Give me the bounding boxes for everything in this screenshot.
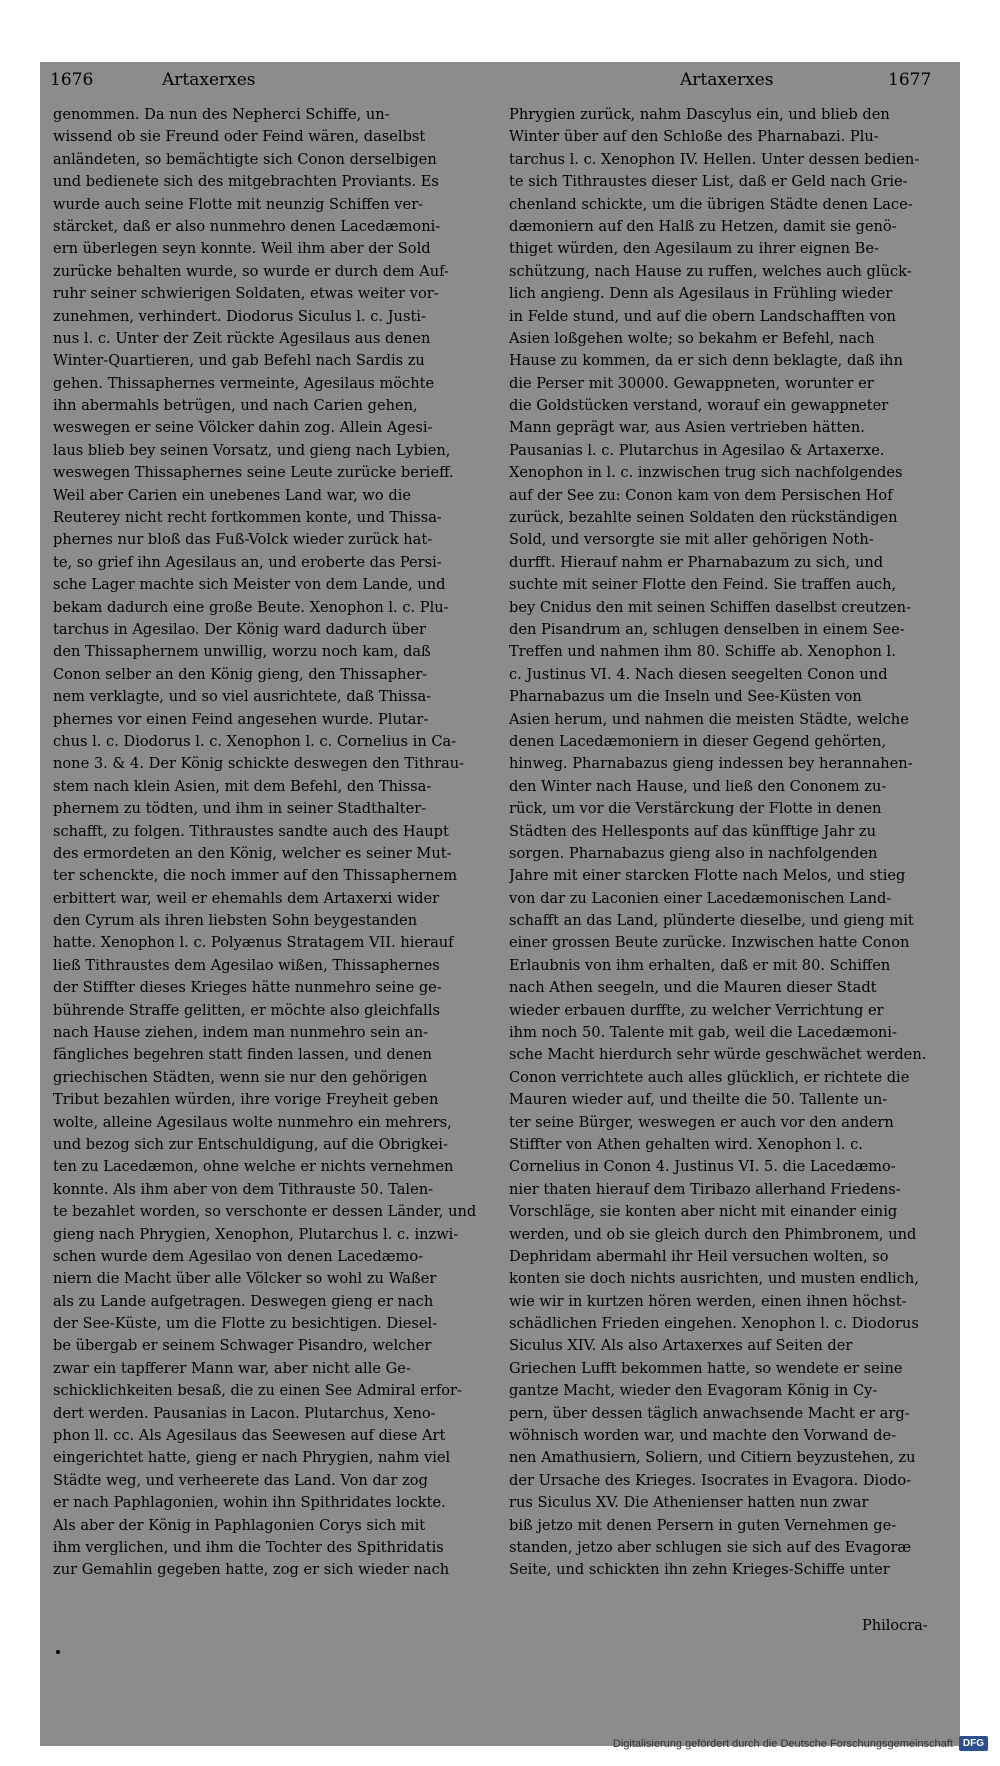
left-column-line: chus l. c. Diodorus l. c. Xenophon l. c. Cornelius in Ca- xyxy=(53,732,457,750)
left-column-line: bekam dadurch eine große Beute. Xenophon l. c. Plu- xyxy=(53,598,449,616)
right-column-line: Phrygien zurück, nahm Dascylus ein, und blieb den xyxy=(509,106,890,123)
left-column-line: ern überlegen seyn konnte. Weil ihm aber der Sold xyxy=(53,240,431,258)
right-column-line: in Felde stund, und auf die obern Landschafften von xyxy=(509,307,896,325)
left-page-number: 1676 xyxy=(50,70,94,90)
right-column-line: suchte mit seiner Flotte den Feind. Sie traffen auch, xyxy=(509,576,897,594)
left-column-line: te bezahlet worden, so verschonte er dessen Länder, und xyxy=(53,1203,477,1221)
right-column-line: ihm noch 50. Talente mit gab, weil die Lacedæmoni- xyxy=(509,1024,897,1042)
left-column-line: gieng nach Phrygien, Xenophon, Plutarchus l. c. inzwi- xyxy=(53,1225,459,1243)
right-column-line: sorgen. Pharnabazus gieng also in nachfolgenden xyxy=(509,844,878,862)
right-column-line: Asien herum, und nahmen die meisten Städte, welche xyxy=(509,710,909,728)
right-column-line: wieder erbauen durffte, zu welcher Verrichtung er xyxy=(509,1001,884,1019)
left-column-line: te, so grief ihn Agesilaus an, und eroberte das Persi- xyxy=(53,553,442,571)
left-column-line: Reuterey nicht recht fortkommen konte, und Thissa- xyxy=(53,509,442,527)
right-column-line: standen, jetzo aber schlugen sie sich auf des Evagoræ xyxy=(509,1539,912,1556)
left-column-line: schicklichkeiten besaß, die zu einen See Admiral erfor- xyxy=(53,1382,462,1400)
left-column-line: wolte, alleine Agesilaus wolte nunmehro ein mehrers, xyxy=(53,1113,452,1131)
footer xyxy=(613,1736,988,1751)
dfg-logo-icon: DFG xyxy=(959,1736,988,1751)
left-column-line: Städte weg, und verheerete das Land. Von dar zog xyxy=(53,1471,428,1489)
right-page-number: 1677 xyxy=(888,70,932,90)
right-column-line: durfft. Hierauf nahm er Pharnabazum zu sich, und xyxy=(509,553,884,571)
left-column-line: none 3. & 4. Der König schickte deswegen den Tithrau- xyxy=(53,755,465,773)
right-column-line: rück, um vor die Verstärckung der Flotte in denen xyxy=(509,800,882,818)
left-column-line: nach Hause ziehen, indem man nunmehro sein an- xyxy=(53,1024,429,1042)
right-column-line: schafft an das Land, plünderte dieselbe, und gieng mit xyxy=(509,912,914,930)
left-column-line: ruhr seiner schwierigen Soldaten, etwas weiter vor- xyxy=(53,285,439,303)
right-column-line: Cornelius in Conon 4. Justinus VI. 5. die Lacedæmo- xyxy=(509,1158,896,1176)
left-column-line: griechischen Städten, wenn sie nur den gehörigen xyxy=(53,1068,428,1086)
left-running-title: Artaxerxes xyxy=(162,70,256,90)
left-column-line: phernes nur bloß das Fuß-Volck wieder zurück hat- xyxy=(53,531,433,549)
right-column-line: zurück, bezahlte seinen Soldaten den rückständigen xyxy=(509,509,898,527)
right-column-line: von dar zu Laconien einer Lacedæmonischen Land- xyxy=(509,889,892,907)
right-column-line: rus Siculus XV. Die Athenienser hatten nun zwar xyxy=(509,1494,869,1512)
right-column-line: konten sie doch nichts ausrichten, und musten endlich, xyxy=(509,1270,919,1288)
right-column-line: tarchus l. c. Xenophon IV. Hellen. Unter dessen bedien- xyxy=(509,150,920,168)
left-column-line: tarchus in Agesilao. Der König ward dadurch über xyxy=(53,620,426,638)
left-column-line: Conon selber an den König gieng, den Thissapher- xyxy=(53,665,428,683)
left-column-line: niern die Macht über alle Völcker so wohl zu Waßer xyxy=(53,1270,437,1288)
left-column-line: genommen. Da nun des Nepherci Schiffe, un- xyxy=(53,106,390,123)
right-column-line: schützung, nach Hause zu ruffen, welches auch glück- xyxy=(509,262,912,280)
left-column-line: und bezog sich zur Entschuldigung, auf die Obrigkei- xyxy=(53,1135,448,1153)
right-column-line: Mann geprägt war, aus Asien vertrieben hätten. xyxy=(509,419,865,437)
left-column-line: phernes vor einen Feind angesehen wurde. Plutar- xyxy=(53,710,429,728)
left-column-line: ter schenckte, die noch immer auf den Thissaphernem xyxy=(53,867,458,885)
left-column-line: nem verklagte, und so viel ausrichtete, daß Thissa- xyxy=(53,688,432,706)
right-column-line: nier thaten hierauf dem Tiribazo allerhand Friedens- xyxy=(509,1180,901,1198)
right-column-line: lich angieng. Denn als Agesilaus in Frühling wieder xyxy=(509,285,893,303)
left-column-line: ließ Tithraustes dem Agesilao wißen, Thissaphernes xyxy=(53,956,440,974)
right-column-line: dæmoniern auf den Halß zu Hetzen, damit sie genö- xyxy=(509,217,897,235)
right-column-line: die Goldstücken verstand, worauf ein gewappneter xyxy=(509,397,889,415)
right-column-line: Pharnabazus um die Inseln und See-Küsten von xyxy=(509,688,862,706)
left-column-line: gehen. Thissaphernes vermeinte, Agesilaus möchte xyxy=(53,374,435,392)
right-column-line: Winter über auf den Schloße des Pharnabazi. Plu- xyxy=(509,128,879,146)
left-column-line: schen wurde dem Agesilao von denen Lacedæmo- xyxy=(53,1247,424,1265)
right-column-line: denen Lacedæmoniern in dieser Gegend gehörten, xyxy=(509,732,887,750)
right-column-line: Mauren wieder auf, und theilte die 50. Tallente un- xyxy=(509,1091,888,1109)
left-column-line: erbittert war, weil er ehemahls dem Artaxerxi wider xyxy=(53,889,440,907)
right-column-line: Städten des Hellesponts auf das künfftige Jahr zu xyxy=(509,822,877,840)
left-column-line: ihn abermahls betrügen, und nach Carien gehen, xyxy=(53,397,418,415)
left-column-line: zwar ein tapfferer Mann war, aber nicht alle Ge- xyxy=(53,1359,411,1377)
right-column-line: hinweg. Pharnabazus gieng indessen bey herannahen- xyxy=(509,755,913,773)
right-column-line: nach Athen seegeln, und die Mauren dieser Stadt xyxy=(509,979,877,997)
left-column-line: schafft, zu folgen. Tithraustes sandte auch des Haupt xyxy=(53,822,449,840)
right-column-line: Siculus XIV. Als also Artaxerxes auf Seiten der xyxy=(509,1337,853,1355)
left-column-line: hatte. Xenophon l. c. Polyænus Stratagem VII. hierauf xyxy=(53,934,454,952)
right-column-line: Griechen Lufft bekommen hatte, so wendete er seine xyxy=(509,1359,903,1377)
left-column-line: bührende Straffe gelitten, er möchte also gleichfalls xyxy=(53,1001,440,1019)
right-column-line: einer grossen Beute zurücke. Inzwischen hatte Conon xyxy=(509,934,910,952)
left-column-line: zurücke behalten wurde, so wurde er durch dem Auf- xyxy=(53,262,449,280)
right-column-line: Jahre mit einer starcken Flotte nach Melos, und stieg xyxy=(509,867,906,885)
left-column-line: des ermordeten an den König, welcher es seiner Mut- xyxy=(53,844,452,862)
right-column-line: Dephridam abermahl ihr Heil versuchen wolten, so xyxy=(509,1247,889,1265)
right-column-line: Vorschläge, sie konten aber nicht mit einander einig xyxy=(509,1203,898,1221)
right-column-line: Pausanias l. c. Plutarchus in Agesilao & Artaxerxe. xyxy=(509,441,885,459)
left-column-line: den Cyrum als ihren liebsten Sohn beygestanden xyxy=(53,912,418,930)
right-column-line: Asien loßgehen wolte; so bekahm er Befehl, nach xyxy=(509,329,875,347)
right-column-line: Seite, und schickten ihn zehn Krieges-Schiffe unter xyxy=(509,1561,890,1579)
left-column-line: ten zu Lacedæmon, ohne welche er nichts vernehmen xyxy=(53,1158,454,1176)
left-column-line: anländeten, so bemächtigte sich Conon derselbigen xyxy=(53,150,437,168)
right-column-line: Sold, und versorgte sie mit aller gehörigen Noth- xyxy=(509,531,874,549)
right-text-column xyxy=(509,104,952,1582)
left-column-line: der See-Küste, um die Flotte zu besichtigen. Diesel- xyxy=(53,1315,438,1333)
right-column-line: bey Cnidus den mit seinen Schiffen daselbst creutzen- xyxy=(509,598,912,616)
right-column-line: die Perser mit 30000. Gewappneten, worunter er xyxy=(509,374,874,392)
left-column-line: und bedienete sich des mitgebrachten Proviants. Es xyxy=(53,173,439,191)
right-column-line: Erlaubnis von ihm erhalten, daß er mit 80. Schiffen xyxy=(509,956,891,974)
left-column-line: Als aber der König in Paphlagonien Corys sich mit xyxy=(53,1516,426,1534)
right-column-line: te sich Tithraustes dieser List, daß er Geld nach Grie- xyxy=(509,173,908,191)
left-column-line: laus blieb bey seinen Vorsatz, und gieng nach Lybien, xyxy=(53,441,451,459)
left-column-line: sche Lager machte sich Meister von dem Lande, und xyxy=(53,576,446,594)
right-column-line: Stiffter von Athen gehalten wird. Xenophon l. c. xyxy=(509,1135,863,1153)
left-column-line: er nach Paphlagonien, wohin ihn Spithridates lockte. xyxy=(53,1494,446,1512)
right-column-line: werden, und ob sie gleich durch den Phimbronem, und xyxy=(509,1225,917,1243)
left-column-line: konnte. Als ihm aber von dem Tithrauste 50. Talen- xyxy=(53,1180,434,1198)
left-column-line: Tribut bezahlen würden, ihre vorige Freyheit geben xyxy=(53,1091,439,1109)
ink-mark xyxy=(56,1650,60,1654)
left-column-line: ihm verglichen, und ihm die Tochter des Spithridatis xyxy=(53,1539,444,1556)
left-column-line: phon ll. cc. Als Agesilaus das Seewesen auf diese Art xyxy=(53,1427,446,1445)
right-column-line: wie wir in kurtzen hören werden, einen ihnen höchst- xyxy=(509,1292,907,1310)
right-column-line: wöhnisch worden war, und machte den Vorwand de- xyxy=(509,1427,897,1445)
right-column-line: schädlichen Frieden eingehen. Xenophon l. c. Diodorus xyxy=(509,1315,919,1333)
left-column-line: den Thissaphernem unwillig, worzu noch kam, daß xyxy=(53,643,431,661)
left-column-line: stem nach klein Asien, mit dem Befehl, den Thissa- xyxy=(53,777,432,795)
left-column-line: wissend ob sie Freund oder Feind wären, daselbst xyxy=(53,128,426,146)
left-column-line: phernem zu tödten, und ihm in seiner Stadthalter- xyxy=(53,800,427,818)
left-column-line: weswegen Thissaphernes seine Leute zurücke berieff. xyxy=(53,464,454,482)
left-column-line: als zu Lande aufgetragen. Deswegen gieng er nach xyxy=(53,1292,434,1310)
right-column-line: Xenophon in l. c. inzwischen trug sich nachfolgendes xyxy=(509,464,903,482)
left-text-column xyxy=(53,104,493,1582)
catchword: Philocra- xyxy=(862,1618,928,1634)
right-column-line: biß jetzo mit denen Persern in guten Vernehmen ge- xyxy=(509,1516,897,1534)
left-column-line: eingerichtet hatte, gieng er nach Phrygien, nahm viel xyxy=(53,1449,451,1467)
right-column-line: Hause zu kommen, da er sich denn beklagte, daß ihn xyxy=(509,352,903,370)
right-column-line: den Pisandrum an, schlugen denselben in einem See- xyxy=(509,620,905,638)
right-column-line: nen Amathusiern, Soliern, und Citiern beyzustehen, zu xyxy=(509,1449,916,1467)
left-column-line: wurde auch seine Flotte mit neunzig Schiffen ver- xyxy=(53,195,424,213)
left-column-line: dert werden. Pausanias in Lacon. Plutarchus, Xeno- xyxy=(53,1404,436,1422)
left-column-line: nus l. c. Unter der Zeit rückte Agesilaus aus denen xyxy=(53,329,431,347)
left-column-line: fängliches begehren statt finden lassen, und denen xyxy=(53,1046,432,1064)
left-column-line: zunehmen, verhindert. Diodorus Siculus l. c. Justi- xyxy=(53,307,426,325)
right-column-line: ter seine Bürger, weswegen er auch vor den andern xyxy=(509,1113,894,1131)
left-column-line: Weil aber Carien ein unebenes Land war, wo die xyxy=(53,486,411,504)
left-column-line: be übergab er seinem Schwager Pisandro, welcher xyxy=(53,1337,432,1355)
right-column-line: Conon verrichtete auch alles glücklich, er richtete die xyxy=(509,1068,910,1086)
right-column-line: c. Justinus VI. 4. Nach diesen seegelten Conon und xyxy=(509,665,888,683)
right-column-line: sche Macht hierdurch sehr würde geschwächet werden. xyxy=(509,1046,927,1064)
right-column-line: chenland schickte, um die übrigen Städte denen Lace- xyxy=(509,195,913,213)
right-column-line: auf der See zu: Conon kam von dem Persischen Hof xyxy=(509,486,893,504)
left-column-line: Winter-Quartieren, und gab Befehl nach Sardis zu xyxy=(53,352,425,370)
right-column-line: thiget würden, den Agesilaum zu ihrer eignen Be- xyxy=(509,240,879,258)
left-column-line: stärcket, daß er also nunmehro denen Lacedæmoni- xyxy=(53,217,441,235)
right-column-line: Treffen und nahmen ihm 80. Schiffe ab. Xenophon l. xyxy=(509,643,896,661)
left-column-line: zur Gemahlin gegeben hatte, zog er sich wieder nach xyxy=(53,1561,450,1579)
right-running-title: Artaxerxes xyxy=(680,70,774,90)
footer-credit: Digitalisierung gefördert durch die Deutsche Forschungsgemeinschaft xyxy=(612,1737,953,1750)
right-column-line: der Ursache des Krieges. Isocrates in Evagora. Diodo- xyxy=(509,1471,912,1489)
right-column-line: pern, über dessen täglich anwachsende Macht er arg- xyxy=(509,1404,910,1422)
right-column-line: den Winter nach Hause, und ließ den Cononem zu- xyxy=(509,777,887,795)
left-column-line: weswegen er seine Völcker dahin zog. Allein Agesi- xyxy=(53,419,433,437)
right-column-line: gantze Macht, wieder den Evagoram König in Cy- xyxy=(509,1382,878,1400)
left-column-line: der Stiffter dieses Krieges hätte nunmehro seine ge- xyxy=(53,979,442,997)
